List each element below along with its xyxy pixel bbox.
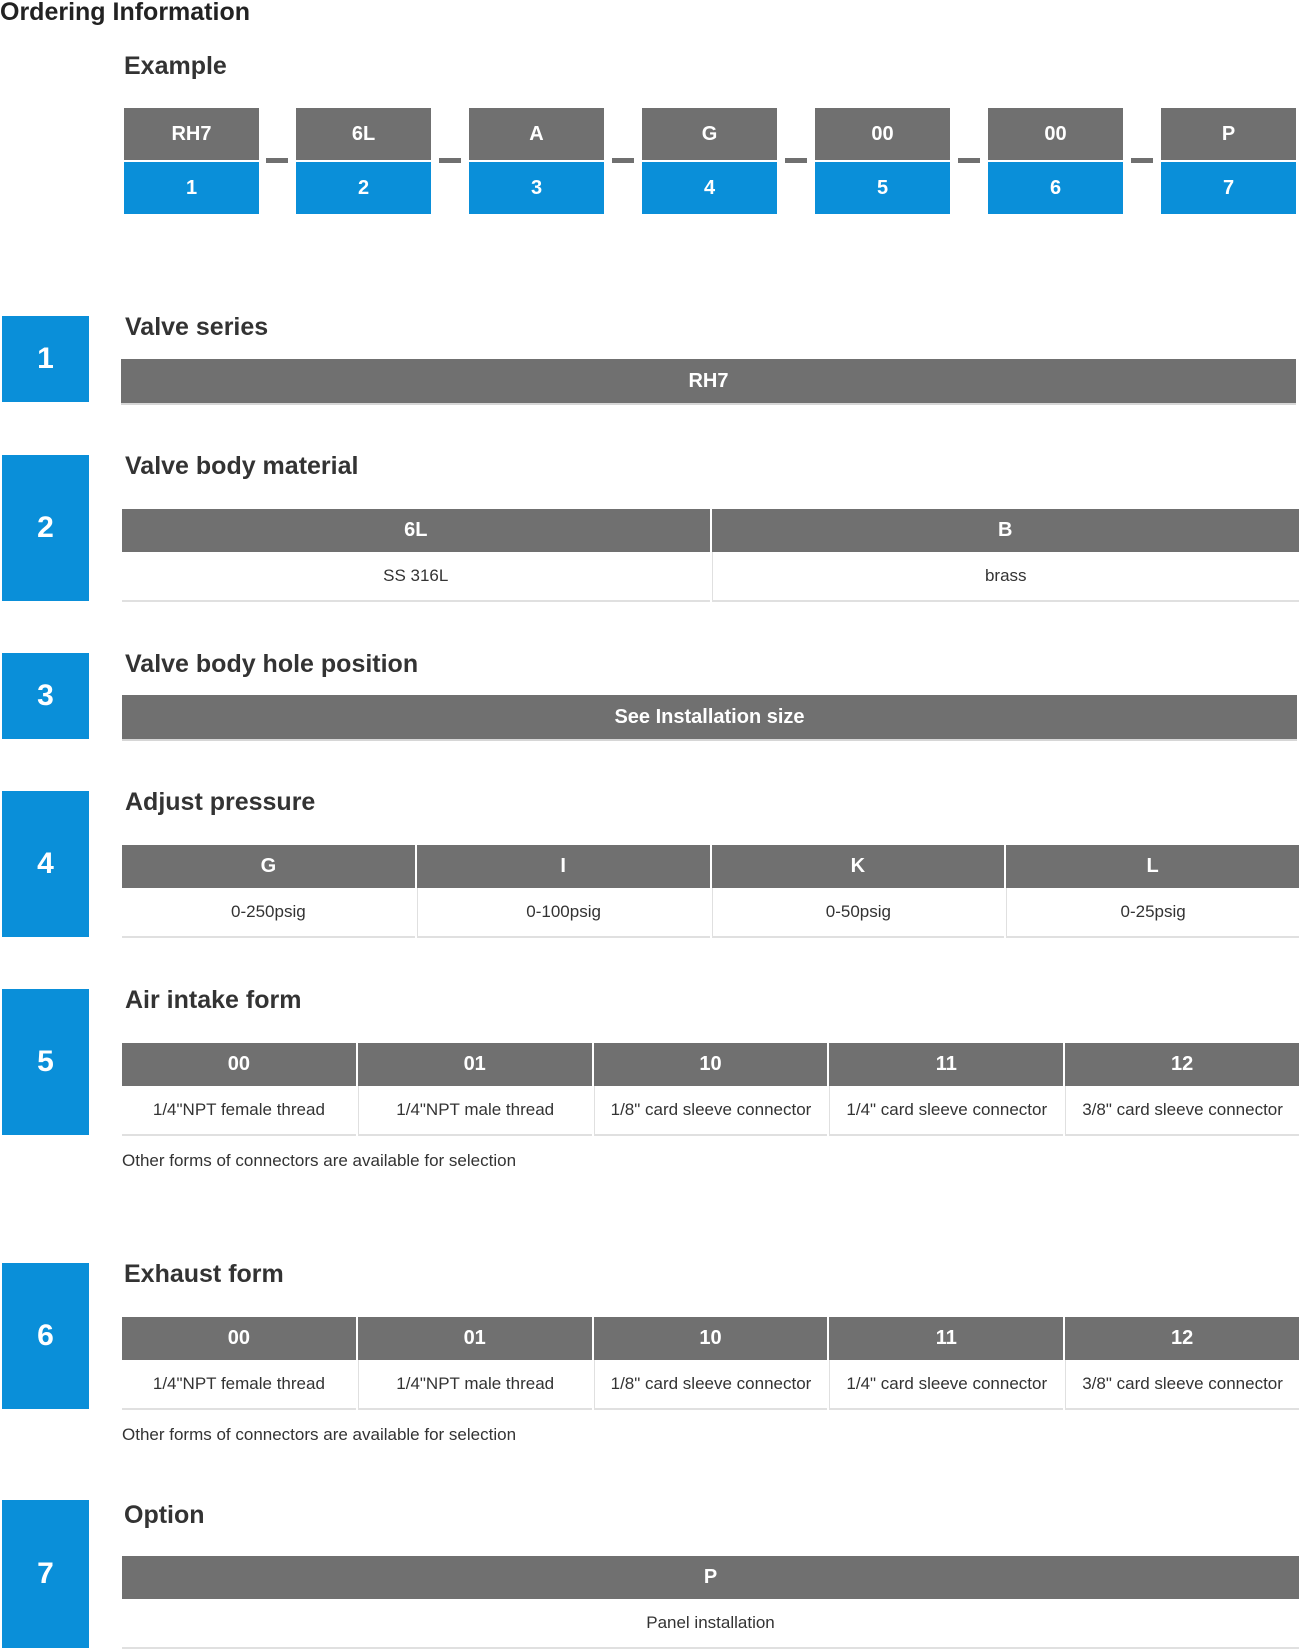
example-box-3	[469, 108, 604, 214]
table-header: I	[417, 845, 710, 888]
example-code: RH7	[124, 108, 259, 160]
table-column	[592, 1317, 828, 1410]
section-title-exhaust-form: Exhaust form	[124, 1260, 284, 1288]
example-position: 6	[988, 162, 1123, 214]
section-number-6: 6	[2, 1263, 89, 1409]
table-column	[710, 845, 1005, 938]
table-column	[1063, 1043, 1299, 1136]
table-header: 00	[122, 1317, 356, 1360]
table-cell: 1/8" card sleeve connector	[594, 1360, 828, 1410]
example-box-7	[1161, 108, 1296, 214]
table-column	[415, 845, 710, 938]
table-cell: 3/8" card sleeve connector	[1065, 1086, 1299, 1136]
option-table	[122, 1556, 1299, 1649]
table-header: 6L	[122, 509, 710, 552]
example-box-4	[642, 108, 777, 214]
example-separator	[266, 158, 288, 163]
table-cell: 0-25psig	[1006, 888, 1299, 938]
table-header: B	[712, 509, 1300, 552]
table-column	[710, 509, 1300, 602]
table-header: 12	[1065, 1043, 1299, 1086]
example-separator	[1131, 158, 1153, 163]
table-cell: 1/4"NPT female thread	[122, 1360, 356, 1410]
exhaust-note: Other forms of connectors are available for selection	[122, 1425, 517, 1444]
section-number-7: 7	[2, 1500, 89, 1648]
table-column	[122, 509, 710, 602]
example-code: G	[642, 108, 777, 160]
example-box-2	[296, 108, 431, 214]
table-column	[122, 845, 415, 938]
section-title-air-intake-form: Air intake form	[125, 986, 302, 1014]
air-intake-form-table	[122, 1043, 1299, 1136]
table-header: 12	[1065, 1317, 1299, 1360]
table-cell: 1/4"NPT male thread	[358, 1086, 592, 1136]
table-column	[827, 1043, 1063, 1136]
exhaust-form-table	[122, 1317, 1299, 1410]
section-number-3: 3	[2, 653, 89, 739]
example-position: 4	[642, 162, 777, 214]
table-cell: 0-50psig	[712, 888, 1005, 938]
section-title-adjust-pressure: Adjust pressure	[125, 788, 316, 816]
table-cell: SS 316L	[122, 552, 710, 602]
example-position: 2	[296, 162, 431, 214]
table-header: 10	[594, 1043, 828, 1086]
table-column	[1004, 845, 1299, 938]
example-position: 3	[469, 162, 604, 214]
example-code: 00	[988, 108, 1123, 160]
example-label: Example	[124, 52, 227, 80]
example-separator	[958, 158, 980, 163]
example-box-6	[988, 108, 1123, 214]
table-cell: 1/4" card sleeve connector	[829, 1360, 1063, 1410]
section-title-valve-body-material: Valve body material	[125, 452, 359, 480]
table-cell: Panel installation	[122, 1599, 1299, 1649]
table-cell: 0-100psig	[417, 888, 710, 938]
table-header: P	[122, 1556, 1299, 1599]
section-number-5: 5	[2, 989, 89, 1135]
example-position: 7	[1161, 162, 1296, 214]
example-position: 1	[124, 162, 259, 214]
section-title-valve-series: Valve series	[125, 313, 269, 341]
table-column	[1063, 1317, 1299, 1410]
table-header: L	[1006, 845, 1299, 888]
section-title-option: Option	[124, 1501, 205, 1529]
table-column	[356, 1043, 592, 1136]
page-title: Ordering Information	[0, 0, 250, 26]
table-cell: 1/4" card sleeve connector	[829, 1086, 1063, 1136]
example-code: 6L	[296, 108, 431, 160]
example-separator	[612, 158, 634, 163]
example-separator	[439, 158, 461, 163]
section-number-4: 4	[2, 791, 89, 937]
table-cell: brass	[712, 552, 1300, 602]
valve-body-material-table	[122, 509, 1299, 602]
example-code: P	[1161, 108, 1296, 160]
table-cell: 1/4"NPT male thread	[358, 1360, 592, 1410]
adjust-pressure-table	[122, 845, 1299, 938]
table-header: 11	[829, 1043, 1063, 1086]
table-cell: 3/8" card sleeve connector	[1065, 1360, 1299, 1410]
table-cell: 0-250psig	[122, 888, 415, 938]
table-header: 01	[358, 1043, 592, 1086]
table-header: G	[122, 845, 415, 888]
valve-series-bar: RH7	[121, 359, 1296, 403]
table-column	[592, 1043, 828, 1136]
example-box-5	[815, 108, 950, 214]
table-column	[356, 1317, 592, 1410]
section-number-1: 1	[2, 316, 89, 402]
table-header: K	[712, 845, 1005, 888]
table-cell: 1/8" card sleeve connector	[594, 1086, 828, 1136]
table-header: 10	[594, 1317, 828, 1360]
table-header: 11	[829, 1317, 1063, 1360]
air-intake-note: Other forms of connectors are available for selection	[122, 1151, 517, 1170]
example-position: 5	[815, 162, 950, 214]
example-code: A	[469, 108, 604, 160]
table-column	[122, 1043, 356, 1136]
table-column	[827, 1317, 1063, 1410]
example-box-1	[124, 108, 259, 214]
example-separator	[785, 158, 807, 163]
example-code: 00	[815, 108, 950, 160]
section-title-valve-body-hole-position: Valve body hole position	[125, 650, 419, 678]
table-header: 01	[358, 1317, 592, 1360]
table-column	[122, 1556, 1299, 1649]
table-column	[122, 1317, 356, 1410]
table-header: 00	[122, 1043, 356, 1086]
section-number-2: 2	[2, 455, 89, 601]
table-cell: 1/4"NPT female thread	[122, 1086, 356, 1136]
hole-position-bar: See Installation size	[122, 695, 1297, 739]
